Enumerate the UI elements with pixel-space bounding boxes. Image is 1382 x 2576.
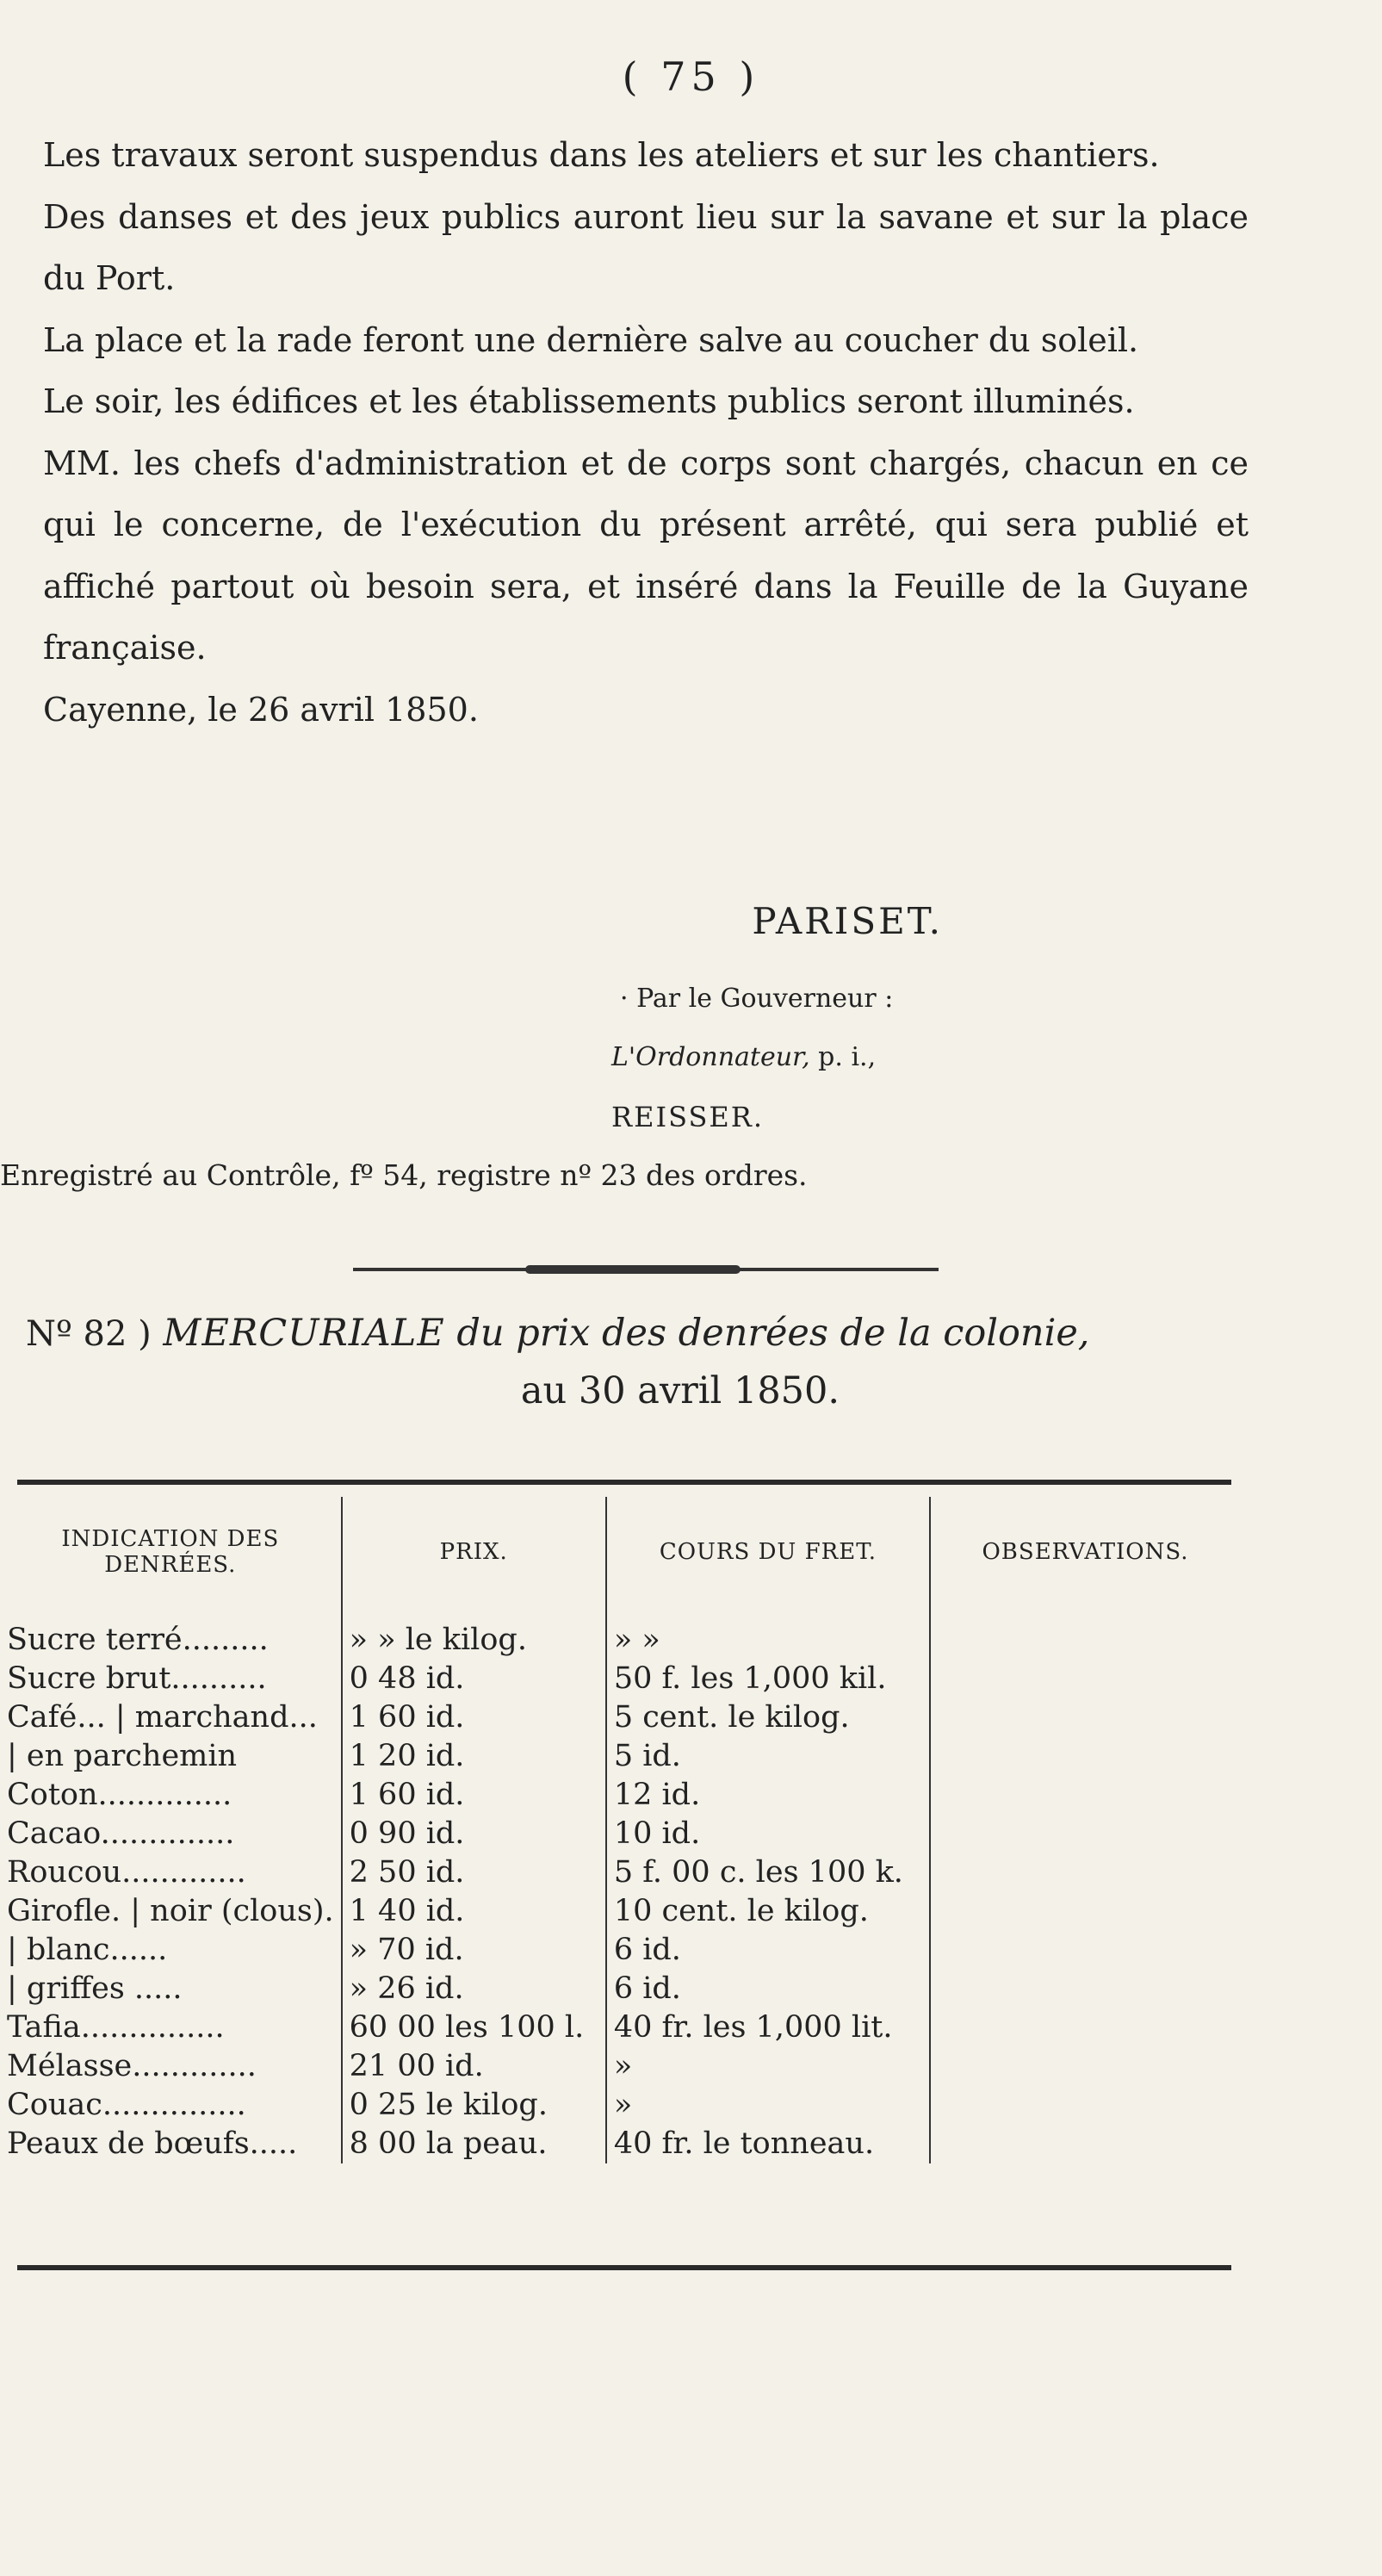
commodity-name: Coton.............. — [7, 1778, 232, 1812]
table-row — [0, 1776, 1240, 1815]
table-row — [0, 2125, 1240, 2163]
observation-cell — [930, 1698, 1240, 1737]
table-row — [0, 1892, 1240, 1931]
observation-cell — [930, 1776, 1240, 1815]
commodity-name: Café... | marchand... — [7, 1700, 318, 1735]
signature: PARISET. — [752, 900, 943, 942]
table-row — [0, 1698, 1240, 1737]
freight-cell: 5 f. 00 c. les 100 k. — [606, 1853, 930, 1892]
observation-cell — [930, 1892, 1240, 1931]
table-row — [0, 1621, 1240, 1660]
price-cell: 1 60 id. — [342, 1698, 606, 1737]
freight-cell: 50 f. les 1,000 kil. — [606, 1660, 930, 1698]
table-top-rule — [17, 1480, 1231, 1485]
freight-cell: 10 cent. le kilog. — [606, 1892, 930, 1931]
table-row — [0, 2086, 1240, 2125]
price-cell: 21 00 id. — [342, 2047, 606, 2086]
commodity-name: | blanc...... — [7, 1933, 168, 1967]
commodity-name: | griffes ..... — [7, 1971, 183, 2006]
commodity-name: Roucou............. — [7, 1855, 246, 1890]
observation-cell — [930, 1853, 1240, 1892]
observation-cell — [930, 2086, 1240, 2125]
mercuriale-title — [26, 1305, 1300, 1419]
price-cell: 8 00 la peau. — [342, 2125, 606, 2163]
freight-cell: 40 fr. le tonneau. — [606, 2125, 930, 2163]
commodity-name: Girofle. | noir (clous). — [7, 1894, 334, 1928]
price-cell: » 26 id. — [342, 1970, 606, 2008]
freight-cell: 6 id. — [606, 1931, 930, 1970]
table-row — [0, 1931, 1240, 1970]
observation-cell — [930, 2125, 1240, 2163]
freight-cell: 10 id. — [606, 1815, 930, 1853]
table-row — [0, 2008, 1240, 2047]
ordonnateur-title: L'Ordonnateur, — [611, 1042, 810, 1072]
price-cell: 1 20 id. — [342, 1737, 606, 1776]
mercuriale-heading: MERCURIALE — [163, 1312, 445, 1355]
observation-cell — [930, 1737, 1240, 1776]
commodity-name: | en parchemin — [7, 1739, 238, 1773]
freight-cell: 5 id. — [606, 1737, 930, 1776]
commodity-name: Sucre terré......... — [7, 1623, 269, 1657]
price-cell: » 70 id. — [342, 1931, 606, 1970]
observation-cell — [930, 2008, 1240, 2047]
header-cell: PRIX. — [342, 1497, 606, 1621]
commodity-name: Mélasse............. — [7, 2049, 257, 2083]
table-row — [0, 1815, 1240, 1853]
commodity-name: Tafia............... — [7, 2010, 225, 2045]
table-row — [0, 1853, 1240, 1892]
page-number: ( 75 ) — [622, 53, 760, 100]
paragraph: Les travaux seront suspendus dans les ateliers et sur les chantiers. — [43, 136, 1160, 174]
commodity-name: Couac............... — [7, 2088, 246, 2122]
price-cell: 1 40 id. — [342, 1892, 606, 1931]
by-governor-line: · Par le Gouverneur : — [620, 984, 894, 1014]
paragraph: Des danses et des jeux publics auront lieu sur la savane et sur la place du Port. — [43, 197, 1249, 297]
freight-cell: 5 cent. le kilog. — [606, 1698, 930, 1737]
freight-cell: » — [606, 2086, 930, 2125]
table-row — [0, 1737, 1240, 1776]
table-row — [0, 2047, 1240, 2086]
table-body — [0, 1621, 1240, 2163]
price-cell: 60 00 les 100 l. — [342, 2008, 606, 2047]
table-row — [0, 1970, 1240, 2008]
observation-cell — [930, 1931, 1240, 1970]
price-cell: 0 90 id. — [342, 1815, 606, 1853]
header-cell: OBSERVATIONS. — [930, 1497, 1240, 1621]
mercuriale-table — [0, 1497, 1240, 2163]
paragraph: Le soir, les édifices et les établissements publics seront illuminés. — [43, 382, 1135, 420]
commodity-name: Cacao.............. — [7, 1816, 235, 1851]
mercuriale-subtitle: du prix des denrées de la colonie, — [456, 1312, 1090, 1355]
paragraph: La place et la rade feront une dernière salve au coucher du soleil. — [43, 320, 1139, 359]
paragraph: MM. les chefs d'administration et de corps sont chargés, chacun en ce qui le concerne, de l'exécution du présent arrêté, qui sera publié et affiché partout où besoin sera, et inséré dans la Feuille de la Guyane française. — [43, 444, 1249, 667]
price-cell: 2 50 id. — [342, 1853, 606, 1892]
header-cell: COURS DU FRET. — [606, 1497, 930, 1621]
price-cell: 0 25 le kilog. — [342, 2086, 606, 2125]
commodity-name: Sucre brut.......... — [7, 1661, 267, 1696]
mercuriale-date: au 30 avril 1850. — [520, 1369, 840, 1412]
section-separator — [353, 1268, 939, 1271]
paragraph: Cayenne, le 26 avril 1850. — [43, 690, 479, 729]
table-header-row — [0, 1497, 1240, 1621]
observation-cell — [930, 1621, 1240, 1660]
registration-note: Enregistré au Contrôle, fº 54, registre nº 23 des ordres. — [0, 1158, 808, 1192]
header-cell: INDICATION DES DENRÉES. — [61, 1526, 280, 1578]
observation-cell — [930, 1815, 1240, 1853]
freight-cell: 12 id. — [606, 1776, 930, 1815]
price-cell: 1 60 id. — [342, 1776, 606, 1815]
freight-cell: 40 fr. les 1,000 lit. — [606, 2008, 930, 2047]
price-cell: » » le kilog. — [342, 1621, 606, 1660]
commodity-name: Peaux de bœufs..... — [7, 2126, 298, 2161]
freight-cell: » » — [606, 1621, 930, 1660]
mercuriale-number: Nº 82 ) — [26, 1314, 152, 1354]
ordonnateur-name: REISSER. — [611, 1101, 764, 1133]
decree-body — [43, 125, 1249, 741]
price-cell: 0 48 id. — [342, 1660, 606, 1698]
table-bottom-rule — [17, 2265, 1231, 2270]
table-row — [0, 1660, 1240, 1698]
observation-cell — [930, 1970, 1240, 2008]
freight-cell: » — [606, 2047, 930, 2086]
freight-cell: 6 id. — [606, 1970, 930, 2008]
ordonnateur-suffix: p. i., — [809, 1042, 877, 1072]
observation-cell — [930, 2047, 1240, 2086]
ordonnateur-line — [611, 1042, 876, 1072]
observation-cell — [930, 1660, 1240, 1698]
